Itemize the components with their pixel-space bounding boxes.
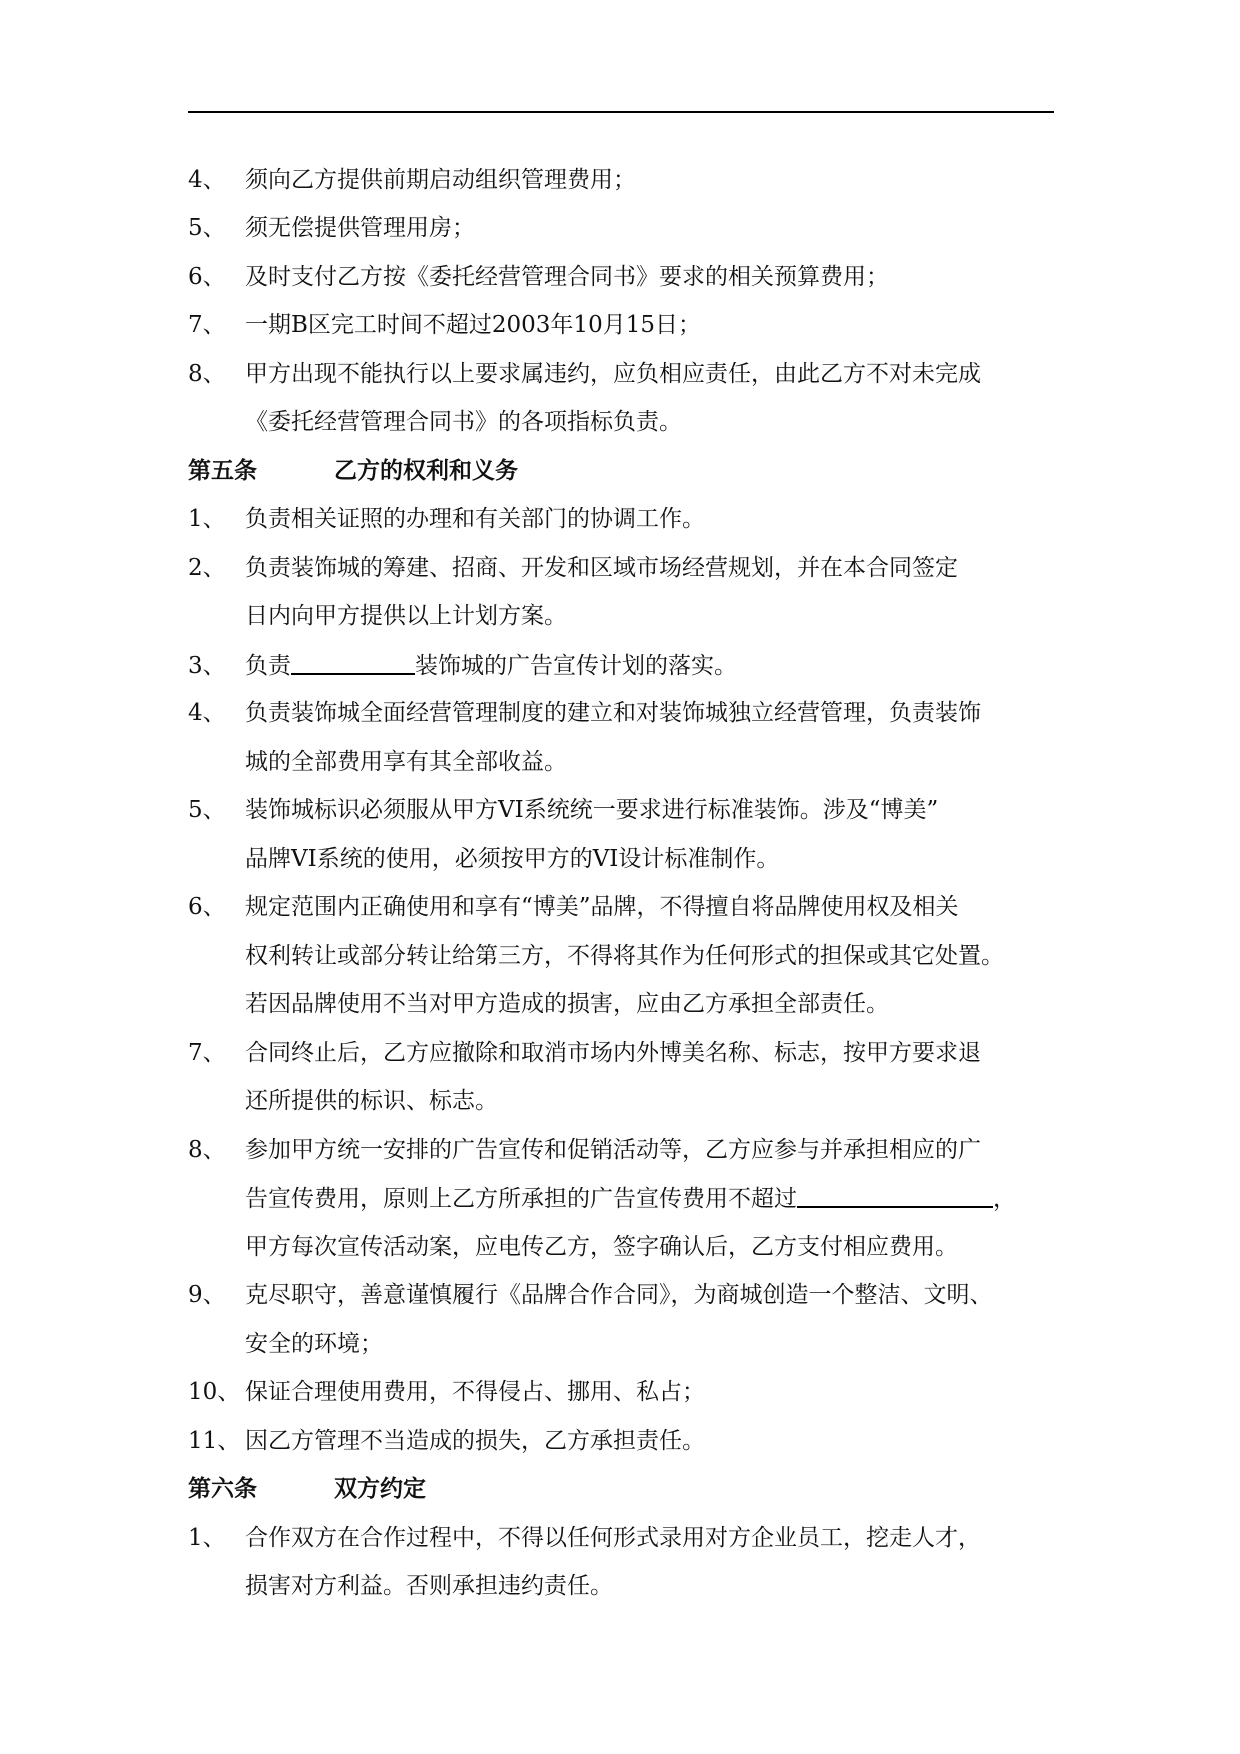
item-text: 及时支付乙方按《委托经营管理合同书》要求的相关预算费用； xyxy=(245,264,889,290)
item-continuation: 《委托经营管理合同书》的各项指标负责。 xyxy=(245,409,682,435)
item-number: 1、 xyxy=(188,1525,226,1551)
item-number: 8、 xyxy=(188,361,226,387)
item-text: ， xyxy=(993,1186,1016,1212)
item-text: 克尽职守，善意谨慎履行《品牌合作合同》，为商城创造一个整洁、文明、 xyxy=(245,1282,993,1308)
list-item xyxy=(188,307,701,343)
item-number: 10、 xyxy=(188,1379,241,1405)
list-item xyxy=(188,1520,981,1556)
item-continuation: 权利转让或部分转让给第三方，不得将其作为任何形式的担保或其它处置。 xyxy=(245,943,1004,969)
list-item xyxy=(188,259,889,295)
item-number: 2、 xyxy=(188,555,226,581)
item-continuation: 品牌VI系统的使用，必须按甲方的VI设计标准制作。 xyxy=(245,846,780,872)
item-number: 5、 xyxy=(188,215,226,241)
header-rule xyxy=(188,111,1054,113)
list-item xyxy=(188,501,705,537)
article-heading xyxy=(188,1471,426,1507)
article-heading xyxy=(188,453,518,489)
item-number: 6、 xyxy=(188,894,226,920)
item-continuation: 城的全部费用享有其全部收益。 xyxy=(245,749,567,775)
item-number: 8、 xyxy=(188,1137,226,1163)
item-number: 9、 xyxy=(188,1282,226,1308)
article-title: 乙方的权利和义务 xyxy=(334,458,518,484)
fill-in-blank xyxy=(291,647,415,675)
list-item xyxy=(188,1035,981,1071)
list-item xyxy=(188,647,737,683)
item-text: 告宣传费用，原则上乙方所承担的广告宣传费用不超过 xyxy=(245,1186,797,1212)
item-number: 3、 xyxy=(188,653,226,679)
item-continuation: 甲方每次宣传活动案，应电传乙方，签字确认后，乙方支付相应费用。 xyxy=(245,1234,958,1260)
item-text: 合同终止后，乙方应撤除和取消市场内外博美名称、标志，按甲方要求退 xyxy=(245,1040,981,1066)
item-number: 1、 xyxy=(188,506,226,532)
item-number: 11、 xyxy=(188,1428,241,1454)
article-title: 双方约定 xyxy=(334,1476,426,1502)
item-text: 合作双方在合作过程中，不得以任何形式录用对方企业员工，挖走人才， xyxy=(245,1525,981,1551)
item-text: 规定范围内正确使用和享有“博美”品牌，不得擅自将品牌使用权及相关 xyxy=(245,894,959,920)
list-item xyxy=(188,550,958,586)
list-item xyxy=(188,162,636,198)
item-text: 负责装饰城的筹建、招商、开发和区域市场经营规划，并在本合同签定 xyxy=(245,555,958,581)
item-text: 须向乙方提供前期启动组织管理费用； xyxy=(245,167,636,193)
list-item xyxy=(188,1277,993,1313)
item-number: 7、 xyxy=(188,1040,226,1066)
item-continuation: 损害对方利益。否则承担违约责任。 xyxy=(245,1573,613,1599)
list-item xyxy=(188,210,475,246)
item-continuation: 日内向甲方提供以上计划方案。 xyxy=(245,603,567,629)
list-item xyxy=(188,1132,981,1168)
item-text: 因乙方管理不当造成的损失，乙方承担责任。 xyxy=(245,1428,705,1454)
item-text: 保证合理使用费用，不得侵占、挪用、私占； xyxy=(245,1379,705,1405)
item-text: 须无偿提供管理用房； xyxy=(245,215,475,241)
item-number: 6、 xyxy=(188,264,226,290)
item-continuation: 若因品牌使用不当对甲方造成的损害，应由乙方承担全部责任。 xyxy=(245,991,889,1017)
item-text: 一期B区完工时间不超过2003年10月15日； xyxy=(245,312,701,338)
item-continuation: 安全的环境； xyxy=(245,1331,383,1357)
list-item xyxy=(188,1374,705,1410)
item-continuation xyxy=(245,1180,1016,1216)
item-text: 装饰城的广告宣传计划的落实。 xyxy=(415,653,737,679)
item-continuation: 还所提供的标识、标志。 xyxy=(245,1088,498,1114)
item-number: 4、 xyxy=(188,167,226,193)
item-number: 4、 xyxy=(188,700,226,726)
list-item xyxy=(188,695,981,731)
item-text: 装饰城标识必须服从甲方VI系统统一要求进行标准装饰。涉及“博美” xyxy=(245,797,939,823)
article-label: 第五条 xyxy=(188,458,257,484)
list-item xyxy=(188,356,981,392)
item-text: 负责装饰城全面经营管理制度的建立和对装饰城独立经营管理，负责装饰 xyxy=(245,700,981,726)
item-text: 甲方出现不能执行以上要求属违约，应负相应责任，由此乙方不对未完成 xyxy=(245,361,981,387)
item-text: 负责相关证照的办理和有关部门的协调工作。 xyxy=(245,506,705,532)
item-text: 参加甲方统一安排的广告宣传和促销活动等，乙方应参与并承担相应的广 xyxy=(245,1137,981,1163)
article-label: 第六条 xyxy=(188,1476,257,1502)
list-item xyxy=(188,1423,705,1459)
list-item xyxy=(188,792,938,828)
item-text: 负责 xyxy=(245,653,291,679)
fill-in-blank xyxy=(797,1180,993,1208)
item-number: 7、 xyxy=(188,312,226,338)
list-item xyxy=(188,889,959,925)
item-number: 5、 xyxy=(188,797,226,823)
